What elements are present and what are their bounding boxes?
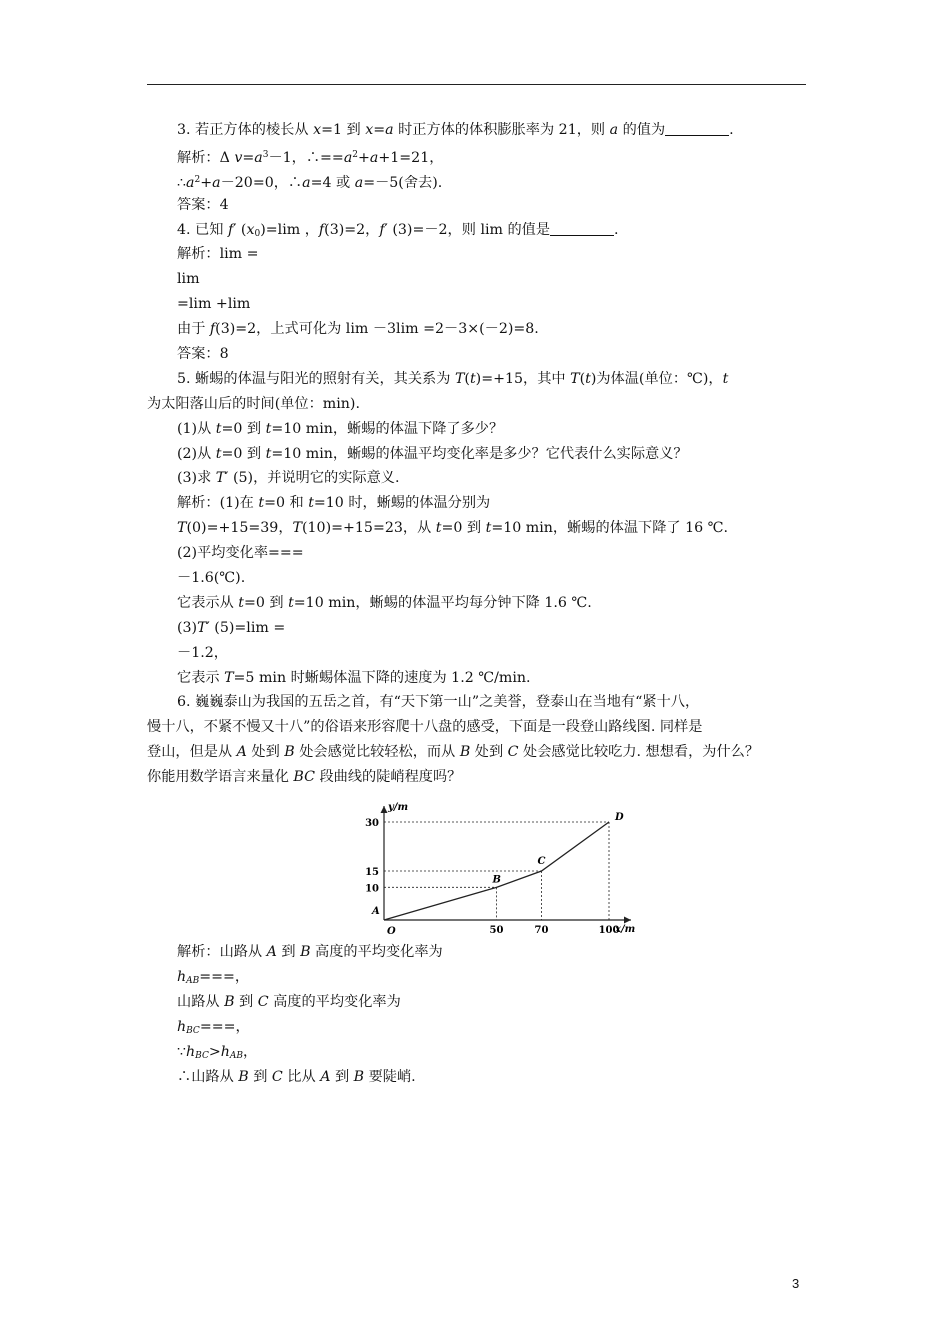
text: =10 min，蜥蜴的体温平均每分钟下降 1.6 ℃. <box>293 594 592 611</box>
var: t <box>435 520 442 537</box>
q5-solution-line <box>147 516 815 541</box>
text: 你能用数学语言来量化 <box>147 769 294 786</box>
text: + <box>358 149 370 166</box>
text: =10 min，蜥蜴的体温下降了 16 ℃. <box>491 520 729 537</box>
q5-solution-line <box>147 616 815 641</box>
q6-question: 6. 巍巍泰山为我国的五岳之首，有“天下第一山”之美誉，登泰山在当地有“紧十八， <box>177 694 700 711</box>
page-number: 3 <box>792 1276 800 1291</box>
text: =10 min，蜥蜴的体温平均变化率是多少？它代表什么实际意义？ <box>271 445 688 462</box>
text: (3)求 <box>177 470 216 487</box>
var: f <box>209 321 216 338</box>
text: ∴ <box>177 174 187 191</box>
y-tick-label: 30 <box>365 818 379 829</box>
text: ∵ <box>177 1043 187 1060</box>
q6-solution-line <box>147 990 815 1015</box>
var: B <box>459 744 471 761</box>
text: 登山，但是从 <box>147 744 237 761</box>
var: a <box>212 174 221 191</box>
var: a <box>369 149 379 166</box>
var: h <box>220 1043 230 1060</box>
q4-solution-line <box>147 317 815 342</box>
text: 要陡峭. <box>364 1068 416 1085</box>
text: = <box>373 122 386 138</box>
text: 由于 <box>177 321 210 338</box>
text: . <box>614 221 619 238</box>
text: 到 <box>234 993 258 1010</box>
q4-answer: 答案：8 <box>177 346 229 363</box>
text: =10 时，蜥蜴的体温分别为 <box>313 495 491 512</box>
subscript: AB <box>186 975 200 986</box>
text: 解析：山路从 <box>177 944 267 961</box>
q3-answer: 答案：4 <box>177 196 229 213</box>
text: ===， <box>199 1018 250 1035</box>
text: 高度的平均变化率为 <box>310 944 443 961</box>
var: t <box>258 495 265 512</box>
q6-solution-line <box>147 1040 815 1065</box>
var: B <box>300 944 311 961</box>
var: T <box>197 619 207 636</box>
answer-blank <box>550 221 614 236</box>
var: A <box>266 944 277 961</box>
text: ( <box>464 370 470 387</box>
text: 处到 <box>246 744 285 761</box>
exponent: 3 <box>262 149 269 160</box>
q3-solution-line <box>147 168 815 193</box>
var: f <box>318 221 325 238</box>
text: =0 到 <box>221 420 266 437</box>
text: > <box>208 1043 221 1060</box>
q3-question <box>147 118 815 143</box>
var: B <box>238 1068 249 1085</box>
header-rule <box>147 84 806 85</box>
subscript: BC <box>195 1050 209 1061</box>
subscript: BC <box>186 1025 200 1036</box>
var: T <box>570 370 580 387</box>
text: 到 <box>248 1068 272 1085</box>
var: t <box>308 495 314 512</box>
q4-solution-line: lim <box>177 271 200 288</box>
var: T <box>292 520 302 537</box>
q4-question <box>147 218 815 243</box>
var: C <box>257 993 269 1010</box>
text: (0)=+15=39， <box>186 520 293 537</box>
x-tick-label: 70 <box>534 925 549 936</box>
var: A <box>236 744 247 761</box>
var: a <box>186 174 195 191</box>
text: 处会感觉比较轻松，而从 <box>294 744 460 761</box>
var: B <box>224 993 235 1010</box>
y-tick-label: 15 <box>365 867 379 878</box>
text: ∴山路从 <box>177 1068 239 1085</box>
x-axis-label: x/m <box>615 924 636 935</box>
text: －1，∴== <box>268 149 344 166</box>
text: (1)从 <box>177 420 216 437</box>
exponent: 2 <box>352 149 359 160</box>
text: =10 min，蜥蜴的体温下降了多少？ <box>271 420 504 437</box>
var: t <box>265 420 272 437</box>
var: t <box>469 370 476 387</box>
var: f <box>379 221 385 238</box>
text: =5 min 时蜥蜴体温下降的速度为 1.2 ℃/min. <box>233 669 531 686</box>
q6-solution-line <box>147 940 815 965</box>
var: t <box>265 445 272 462</box>
text: =0 到 <box>221 445 266 462</box>
var: x <box>365 122 374 138</box>
q6-question-cont: 慢十八，不紧不慢又十八”的俗语来形容爬十八盘的感受，下面是一段登山路线图. 同样是 <box>147 719 703 736</box>
text: 4. 已知 <box>177 221 228 238</box>
var: C <box>507 744 519 761</box>
text: +1=21， <box>378 149 444 166</box>
text: －20=0，∴ <box>220 174 303 191</box>
text: 处到 <box>470 744 508 761</box>
text: (3) <box>177 619 198 636</box>
point-label-a: A <box>372 906 380 917</box>
var: t <box>722 370 729 387</box>
var: t <box>485 520 492 537</box>
text: ， <box>243 1043 258 1060</box>
text: ′ (5)，并说明它的实际意义. <box>225 470 400 487</box>
text: + <box>200 174 213 191</box>
q5-solution-line <box>147 491 815 516</box>
var: T <box>454 370 465 387</box>
text: 段曲线的陡峭程度吗？ <box>314 769 462 786</box>
q5-part-1 <box>147 417 815 442</box>
q5-solution-line: －1.2， <box>177 644 228 661</box>
var: B <box>353 1068 365 1085</box>
var: a <box>254 149 263 166</box>
answer-blank <box>665 121 729 136</box>
text: =1 到 <box>321 122 366 138</box>
text: ===， <box>199 968 250 985</box>
q5-solution-line: (2)平均变化率=== <box>177 545 304 562</box>
q5-question-cont: 为太阳落山后的时间(单位：min). <box>147 395 360 412</box>
var: a <box>609 122 619 138</box>
var: a <box>385 122 394 138</box>
var: v <box>234 149 243 166</box>
q5-solution-line <box>147 666 815 691</box>
q5-part-2 <box>147 442 815 467</box>
text: 解析：(1)在 <box>177 495 259 512</box>
text: (10)=+15=23，从 <box>302 520 436 537</box>
text: 3. 若正方体的棱长从 <box>177 122 314 138</box>
var: C <box>271 1068 283 1085</box>
text: 它表示 <box>177 669 225 686</box>
text: (2)从 <box>177 445 216 462</box>
exponent: 2 <box>194 174 201 185</box>
text: 它表示从 <box>177 594 239 611</box>
q5-solution-line <box>147 591 815 616</box>
var: t <box>215 445 222 462</box>
text: 解析：Δ <box>177 149 235 166</box>
q5-part-3 <box>147 466 815 491</box>
q5-question <box>147 367 815 392</box>
text: ′ ( <box>233 221 247 238</box>
q6-question-cont <box>147 765 815 790</box>
var: t <box>215 420 222 437</box>
text: 到 <box>276 944 301 961</box>
text: 山路从 <box>177 993 225 1010</box>
text: ′ (5)=lim = <box>206 619 286 636</box>
var: h <box>177 1018 187 1035</box>
y-axis-label: y/m <box>388 802 409 813</box>
var: t <box>238 594 244 611</box>
q4-solution-line: =lim +lim <box>177 296 251 313</box>
mountain-path-graph <box>360 802 636 942</box>
var: T <box>215 470 226 487</box>
var: h <box>177 968 187 985</box>
var: a <box>343 149 353 166</box>
mountain-path-figure <box>360 802 636 942</box>
var: a <box>302 174 311 191</box>
text: 5. 蜥蜴的体温与阳光的照射有关，其关系为 <box>177 370 455 387</box>
text: =0 和 <box>264 495 309 512</box>
x-tick-label: 100 <box>598 925 620 936</box>
subscript: 0 <box>254 228 261 239</box>
text: 到 <box>330 1068 354 1085</box>
text: 的值为 <box>618 122 666 138</box>
var: BC <box>293 769 315 786</box>
q4-solution-line: 解析：lim = <box>177 246 259 263</box>
text: )=+15，其中 <box>475 370 571 387</box>
text: (3)=2，上式可化为 lim －3lim =2－3×(－2)=8. <box>215 321 539 338</box>
text: 比从 <box>282 1068 321 1085</box>
text: ( <box>579 370 586 387</box>
q6-solution-line <box>147 965 815 990</box>
q6-solution-line <box>147 1065 815 1090</box>
var: x <box>313 122 322 138</box>
var: f <box>227 221 234 238</box>
var: B <box>284 744 295 761</box>
var: T <box>177 520 187 537</box>
origin-label: O <box>387 926 396 937</box>
var: a <box>354 174 364 191</box>
var: h <box>186 1043 196 1060</box>
q5-solution-line: －1.6(℃). <box>177 570 246 587</box>
var: T <box>224 669 234 686</box>
text: 高度的平均变化率为 <box>268 993 401 1010</box>
text: (3)=2， <box>324 221 380 238</box>
text: =0 到 <box>243 594 289 611</box>
var: A <box>320 1068 331 1085</box>
point-label-b: B <box>492 874 501 886</box>
text: =－5(舍去). <box>363 174 443 191</box>
text: =4 或 <box>310 174 355 191</box>
point-label-c: C <box>537 856 546 867</box>
text: ′ (3)=－2，则 lim 的值是 <box>384 221 551 238</box>
y-tick-label: 10 <box>365 883 379 895</box>
var: t <box>288 594 294 611</box>
text: 时正方体的体积膨胀率为 21，则 <box>393 122 610 138</box>
text: . <box>729 122 734 138</box>
text: 处会感觉比较吃力. 想想看，为什么？ <box>518 744 760 761</box>
point-label-d: D <box>615 812 624 823</box>
text: =0 到 <box>441 520 486 537</box>
text: )=lim ， <box>260 221 319 238</box>
q6-question-cont <box>147 740 815 765</box>
subscript: AB <box>229 1050 243 1061</box>
q3-solution-line <box>147 143 815 168</box>
text: = <box>242 149 255 166</box>
text: )为体温(单位：℃)， <box>590 370 723 387</box>
document-body <box>147 118 815 1089</box>
var: t <box>585 370 591 387</box>
q6-solution-line <box>147 1015 815 1040</box>
var: x <box>246 221 255 238</box>
x-tick-label: 50 <box>489 925 504 936</box>
